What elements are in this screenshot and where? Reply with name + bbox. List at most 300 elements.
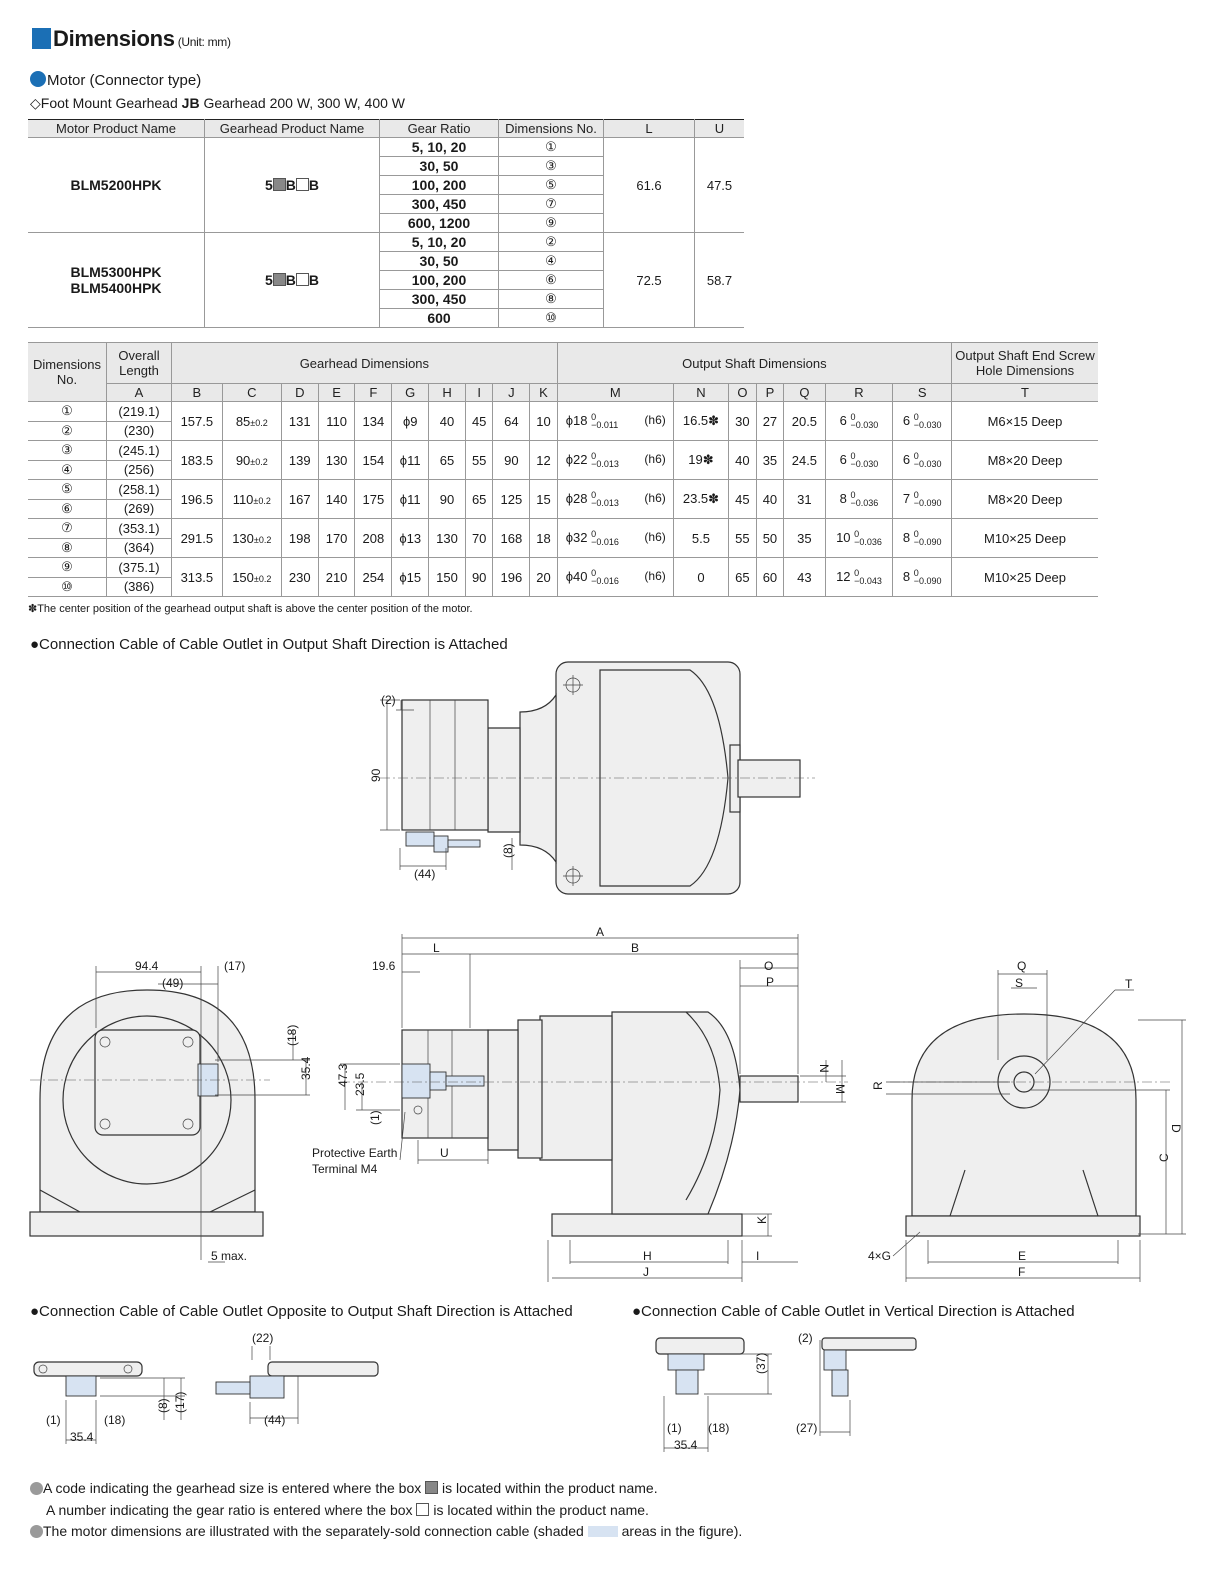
dim-label: 90 (369, 768, 383, 782)
dim-label: (18) (104, 1413, 126, 1427)
gear-ratio: 100, 200 (380, 271, 499, 290)
dim-label: (1) (368, 1110, 382, 1125)
value-C: 130 (232, 530, 254, 546)
col-B: B (172, 384, 223, 402)
value-R: 6 (839, 412, 847, 428)
value-C: 150 (232, 569, 254, 585)
footnote-text: A code indicating the gearhead size is entered where the box (43, 1480, 426, 1496)
U-value: 47.5 (695, 138, 745, 233)
cell-N: 0 (673, 558, 728, 597)
gearhead-name-part: B (285, 272, 296, 288)
overall-length: (269) (107, 499, 172, 519)
cell-O: 40 (729, 441, 757, 480)
vertical-direction-drawing (656, 1331, 916, 1452)
dim-label: (1) (46, 1413, 61, 1427)
tol-upper: 0 (913, 451, 919, 462)
tol-upper: 0 (591, 529, 597, 540)
dimensions-no: ④ (499, 252, 604, 271)
tol-upper: 0 (854, 568, 860, 579)
dim-label: (8) (501, 843, 515, 858)
L-value: 72.5 (604, 233, 695, 328)
dim-label: F (1018, 1265, 1026, 1279)
value-S: 7 (902, 490, 911, 506)
cell-Q: 43 (784, 558, 825, 597)
cell-P: 50 (756, 519, 784, 558)
dim-label: 5 max. (211, 1249, 248, 1263)
dimensions-no: ⑥ (499, 271, 604, 290)
col-N: N (673, 384, 728, 402)
col-M: M (557, 384, 673, 402)
cell-K: 12 (530, 441, 558, 480)
cell-I: 55 (465, 441, 493, 480)
cell-K: 15 (530, 480, 558, 519)
overall-length: (230) (107, 421, 172, 441)
gear-ratio: 600, 1200 (380, 214, 499, 233)
fit-h6: (h6) (644, 451, 666, 466)
col-E: E (318, 384, 355, 402)
tol-lower: −0.030 (913, 420, 942, 431)
cell-N: 16.5✽ (673, 402, 728, 441)
cell-D: 139 (281, 441, 318, 480)
dim-label: 19.6 (372, 959, 396, 973)
footnote-text: is located within the product name. (429, 1502, 649, 1518)
cell-J: 196 (493, 558, 530, 597)
tol-C: ±0.2 (250, 417, 268, 428)
value-R: 10 (836, 529, 851, 545)
cell-T: M6×15 Deep (952, 402, 1099, 441)
dimensions-no: ⑦ (499, 195, 604, 214)
cell-K: 10 (530, 402, 558, 441)
dim-label: R (871, 1081, 885, 1090)
tol-C: ±0.2 (253, 573, 272, 584)
tol-C: ±0.2 (253, 495, 271, 506)
cell-E: 110 (318, 402, 355, 441)
tol-C: ±0.2 (253, 534, 272, 545)
cell-I: 65 (465, 480, 493, 519)
col-J: J (493, 384, 530, 402)
dim-label: (2) (381, 693, 396, 707)
col-D: D (281, 384, 318, 402)
col-C: C (222, 384, 281, 402)
L-value: 61.6 (604, 138, 695, 233)
dim-label: P (766, 975, 775, 989)
value-S: 6 (902, 451, 911, 467)
gearhead-heading-post: Gearhead 200 W, 300 W, 400 W (199, 95, 406, 111)
cell-G: ϕ15 (392, 558, 429, 597)
tol-upper: 0 (913, 529, 919, 540)
dim-label: (18) (708, 1421, 730, 1435)
dim-label: Q (1017, 959, 1027, 973)
cell-O: 55 (729, 519, 757, 558)
dim-label: (44) (264, 1413, 286, 1427)
cell-D: 167 (281, 480, 318, 519)
dimensions-no: ③ (499, 157, 604, 176)
side-view-drawing (312, 925, 848, 1282)
cell-F: 208 (355, 519, 392, 558)
cell-H: 65 (429, 441, 466, 480)
col-Q: Q (784, 384, 825, 402)
cell-B: 183.5 (172, 441, 223, 480)
cell-P: 40 (756, 480, 784, 519)
dimensions-no: ① (28, 402, 107, 422)
motor-body-top (402, 700, 488, 830)
cell-Q: 31 (784, 480, 825, 519)
dim-label: 35.4 (299, 1056, 313, 1080)
tol-lower: −0.030 (850, 459, 879, 470)
tol-upper: 0 (591, 568, 597, 579)
dim-label: (22) (252, 1331, 274, 1345)
value-S: 8 (902, 568, 911, 584)
tol-upper: 0 (591, 451, 597, 462)
overall-length: (258.1) (107, 480, 172, 500)
cell-J: 90 (493, 441, 530, 480)
value-C: 90 (235, 452, 251, 468)
tol-upper: 0 (591, 412, 597, 423)
figure1-title: ●Connection Cable of Cable Outlet in Output Shaft Direction is Attached (30, 636, 508, 653)
cell-K: 18 (530, 519, 558, 558)
tol-upper: 0 (850, 451, 856, 462)
fit-h6: (h6) (644, 568, 666, 583)
cell-P: 27 (756, 402, 784, 441)
footnote-text: A number indicating the gear ratio is entered where the box (46, 1502, 417, 1518)
gray-dot-icon (30, 1482, 43, 1495)
dimensions-no: ⑧ (28, 538, 107, 558)
gear-ratio: 300, 450 (380, 290, 499, 309)
tol-upper: 0 (913, 412, 919, 423)
tol-lower: −0.016 (591, 576, 619, 587)
dim-label: H (643, 1249, 652, 1263)
unit-label: (Unit: mm) (177, 35, 231, 49)
gearhead-heading-pre: Foot Mount Gearhead (40, 95, 182, 111)
cell-E: 130 (318, 441, 355, 480)
gray-box-icon (425, 1481, 438, 1494)
dim-label: (44) (414, 867, 436, 881)
cell-G: ϕ11 (392, 441, 429, 480)
dimensions-no: ⑩ (28, 577, 107, 597)
value-R: 12 (836, 568, 851, 584)
cell-O: 65 (729, 558, 757, 597)
top-view-drawing (369, 662, 815, 894)
col-F: F (355, 384, 392, 402)
cell-T: M8×20 Deep (952, 480, 1099, 519)
dim-label: J (643, 1265, 649, 1279)
cell-E: 140 (318, 480, 355, 519)
footnote-asterisk: ✽The center position of the gearhead output shaft is above the center position of the motor. (28, 603, 473, 615)
dim-label: 47.3 (336, 1063, 350, 1087)
dim-label: L (433, 941, 440, 955)
col-S: S (893, 384, 952, 402)
overall-length: (353.1) (107, 519, 172, 539)
cell-G: ϕ11 (392, 480, 429, 519)
col-L: L (604, 120, 695, 138)
gear-ratio: 100, 200 (380, 176, 499, 195)
value-R: 6 (839, 451, 847, 467)
left-base (30, 1212, 263, 1236)
cell-B: 291.5 (172, 519, 223, 558)
tol-lower: −0.013 (591, 459, 619, 470)
white-box-icon (416, 1503, 429, 1516)
overall-length: (245.1) (107, 441, 172, 461)
cell-P: 35 (756, 441, 784, 480)
tol-upper: 0 (854, 529, 860, 540)
cell-O: 45 (729, 480, 757, 519)
cell-H: 90 (429, 480, 466, 519)
cell-P: 60 (756, 558, 784, 597)
dim-label: T (1125, 977, 1133, 991)
gearhead-heading-bold: JB (181, 95, 200, 111)
dim-label: A (596, 925, 605, 939)
col-motor-product-name: Motor Product Name (28, 120, 205, 138)
tol-lower: −0.030 (913, 459, 942, 470)
col-gear-ratio: Gear Ratio (380, 120, 499, 138)
col-H: H (429, 384, 466, 402)
dim-label: I (756, 1249, 760, 1263)
dimensions-no: ⑤ (499, 176, 604, 195)
dim-label: C (1157, 1153, 1171, 1162)
cell-D: 198 (281, 519, 318, 558)
cell-J: 64 (493, 402, 530, 441)
cell-G: ϕ9 (392, 402, 429, 441)
dim-label: K (755, 1215, 769, 1224)
side-base (552, 1214, 742, 1236)
dim-label: (27) (796, 1421, 818, 1435)
dim-label: E (1018, 1249, 1027, 1263)
overall-length: (375.1) (107, 558, 172, 578)
gear-ratio: 5, 10, 20 (380, 138, 499, 157)
col-A: A (107, 384, 172, 402)
fit-h6: (h6) (644, 529, 666, 544)
dimensions-no: ② (499, 233, 604, 252)
dimensions-no: ⑨ (499, 214, 604, 233)
col-screw-hole-dimensions: Output Shaft End Screw Hole Dimensions (952, 343, 1099, 384)
dim-label: 94.4 (135, 959, 159, 973)
tol-C: ±0.2 (250, 456, 268, 467)
col-U: U (695, 120, 745, 138)
gear-ratio: 600 (380, 309, 499, 328)
tol-upper: 0 (913, 568, 919, 579)
cell-N: 23.5✽ (673, 480, 728, 519)
dim-label: B (631, 941, 640, 955)
output-shaft-side (740, 1076, 798, 1102)
cell-G: ϕ13 (392, 519, 429, 558)
figure2-title: ●Connection Cable of Cable Outlet Opposite to Output Shaft Direction is Attached (30, 1303, 573, 1320)
dim-label: (37) (754, 1352, 768, 1374)
gearhead-name-part: 5 (264, 177, 273, 193)
gray-dot-icon (30, 1525, 43, 1538)
value-R: 8 (839, 490, 847, 506)
footnote-text: areas in the figure). (617, 1523, 743, 1539)
dim-label: S (1015, 976, 1024, 990)
col-I: I (465, 384, 493, 402)
cell-I: 90 (465, 558, 493, 597)
dim-label: (8) (156, 1398, 170, 1413)
cell-N: 19✽ (673, 441, 728, 480)
tol-lower: −0.043 (854, 576, 882, 587)
dimensions-no: ⑨ (28, 558, 107, 578)
dimensions-no: ① (499, 138, 604, 157)
dimensions-no: ② (28, 421, 107, 441)
gear-ratio: 300, 450 (380, 195, 499, 214)
overall-length: (364) (107, 538, 172, 558)
tol-lower: −0.036 (854, 537, 882, 548)
gearhead-name-part: B (285, 177, 296, 193)
dimensions-no: ③ (28, 441, 107, 461)
cell-E: 170 (318, 519, 355, 558)
cell-B: 157.5 (172, 402, 223, 441)
diamond-icon: ◇ (30, 95, 41, 111)
figure3-title: ●Connection Cable of Cable Outlet in Vertical Direction is Attached (632, 1303, 1075, 1320)
cell-H: 130 (429, 519, 466, 558)
value-M: ϕ28 (565, 490, 588, 506)
value-M: ϕ22 (565, 451, 588, 467)
cell-F: 254 (355, 558, 392, 597)
tol-lower: −0.090 (913, 537, 942, 548)
dimensions-no: ⑦ (28, 519, 107, 539)
cell-H: 40 (429, 402, 466, 441)
cell-J: 168 (493, 519, 530, 558)
cell-T: M10×25 Deep (952, 558, 1099, 597)
dim-label: O (764, 959, 774, 973)
value-S: 8 (902, 529, 911, 545)
cell-T: M8×20 Deep (952, 441, 1099, 480)
col-dimensions-no: Dimensions No. (28, 343, 107, 402)
footnote-text: is located within the product name. (438, 1480, 658, 1496)
cell-E: 210 (318, 558, 355, 597)
footnote-text: The motor dimensions are illustrated with the separately-sold connection cable (shaded (43, 1523, 588, 1539)
left-end-view-drawing (30, 959, 313, 1263)
cell-F: 154 (355, 441, 392, 480)
overall-length: (256) (107, 460, 172, 480)
cell-T: M10×25 Deep (952, 519, 1099, 558)
col-P: P (756, 384, 784, 402)
dim-label: (18) (285, 1024, 299, 1046)
tol-upper: 0 (850, 490, 856, 501)
col-overall-length: Overall Length (107, 343, 172, 384)
dim-label: (1) (667, 1421, 682, 1435)
cell-F: 175 (355, 480, 392, 519)
tol-upper: 0 (913, 490, 919, 501)
right-base (906, 1216, 1140, 1236)
col-output-shaft-dimensions: Output Shaft Dimensions (557, 343, 951, 384)
motor-heading-text: Motor (Connector type) (47, 72, 202, 89)
tol-lower: −0.030 (850, 420, 879, 431)
dimensions-no: ⑧ (499, 290, 604, 309)
fit-h6: (h6) (644, 412, 666, 427)
cell-J: 125 (493, 480, 530, 519)
tol-upper: 0 (850, 412, 856, 423)
footnote-2 (46, 1502, 649, 1518)
title-text: Dimensions (53, 26, 175, 51)
gearhead-name-part: B (308, 177, 320, 193)
cell-Q: 24.5 (784, 441, 825, 480)
col-K: K (530, 384, 558, 402)
cell-K: 20 (530, 558, 558, 597)
overall-length: (219.1) (107, 402, 172, 422)
dimensions-no: ⑥ (28, 499, 107, 519)
right-end-view-drawing (868, 959, 1186, 1282)
cell-H: 150 (429, 558, 466, 597)
cell-F: 134 (355, 402, 392, 441)
dim-label: 4×G (868, 1249, 892, 1263)
gear-ratio: 30, 50 (380, 157, 499, 176)
U-value: 58.7 (695, 233, 745, 328)
cell-D: 131 (281, 402, 318, 441)
dim-label: 23.5 (353, 1072, 367, 1096)
dim-label: U (440, 1146, 449, 1160)
value-C: 110 (232, 491, 254, 507)
dim-label: M (833, 1084, 847, 1094)
dim-label: 35.4 (70, 1430, 94, 1444)
gearhead-body-side (612, 1012, 740, 1214)
col-gearhead-dimensions: Gearhead Dimensions (172, 343, 558, 384)
tol-lower: −0.090 (913, 576, 942, 587)
value-M: ϕ40 (565, 568, 588, 584)
footnote-3 (30, 1523, 742, 1539)
dim-label: D (1169, 1124, 1183, 1133)
dim-label: N (817, 1064, 831, 1073)
tol-lower: −0.013 (591, 498, 619, 509)
output-shaft-top (738, 760, 800, 797)
cell-D: 230 (281, 558, 318, 597)
cell-O: 30 (729, 402, 757, 441)
dim-label: (17) (173, 1391, 187, 1413)
overall-length: (386) (107, 577, 172, 597)
cell-N: 5.5 (673, 519, 728, 558)
dim-label: (17) (224, 959, 246, 973)
tol-upper: 0 (591, 490, 597, 501)
dim-label: (2) (798, 1331, 813, 1345)
cell-I: 70 (465, 519, 493, 558)
protective-earth-label: Terminal M4 (312, 1162, 378, 1176)
dimensions-no: ⑤ (28, 480, 107, 500)
col-G: G (392, 384, 429, 402)
tol-lower: −0.090 (913, 498, 942, 509)
motor-name: BLM5200HPK (70, 177, 162, 193)
cell-Q: 35 (784, 519, 825, 558)
cell-Q: 20.5 (784, 402, 825, 441)
motor-name: BLM5300HPK (70, 264, 162, 280)
dim-label: 35.4 (674, 1438, 698, 1452)
opposite-direction-drawing (34, 1331, 378, 1444)
col-R: R (825, 384, 893, 402)
dim-label: (49) (162, 976, 184, 990)
col-O: O (729, 384, 757, 402)
gear-ratio: 30, 50 (380, 252, 499, 271)
gear-ratio: 5, 10, 20 (380, 233, 499, 252)
shaded-swatch-icon (588, 1526, 618, 1537)
protective-earth-label: Protective Earth (312, 1146, 398, 1160)
value-M: ϕ18 (565, 412, 588, 428)
tol-lower: −0.011 (591, 420, 619, 431)
cell-B: 196.5 (172, 480, 223, 519)
tol-lower: −0.036 (850, 498, 879, 509)
col-gearhead-product-name: Gearhead Product Name (205, 120, 380, 138)
col-T: T (952, 384, 1099, 402)
gearhead-name-part: B (308, 272, 320, 288)
value-C: 85 (235, 413, 251, 429)
dimensions-no: ⑩ (499, 309, 604, 328)
value-S: 6 (902, 412, 911, 428)
motor-name: BLM5400HPK (70, 280, 162, 296)
cell-I: 45 (465, 402, 493, 441)
cell-B: 313.5 (172, 558, 223, 597)
tol-lower: −0.016 (591, 537, 619, 548)
value-M: ϕ32 (565, 529, 588, 545)
col-dimensions-no: Dimensions No. (499, 120, 604, 138)
footnote-1 (30, 1480, 658, 1496)
gearhead-name-part: 5 (264, 272, 273, 288)
fit-h6: (h6) (644, 490, 666, 505)
